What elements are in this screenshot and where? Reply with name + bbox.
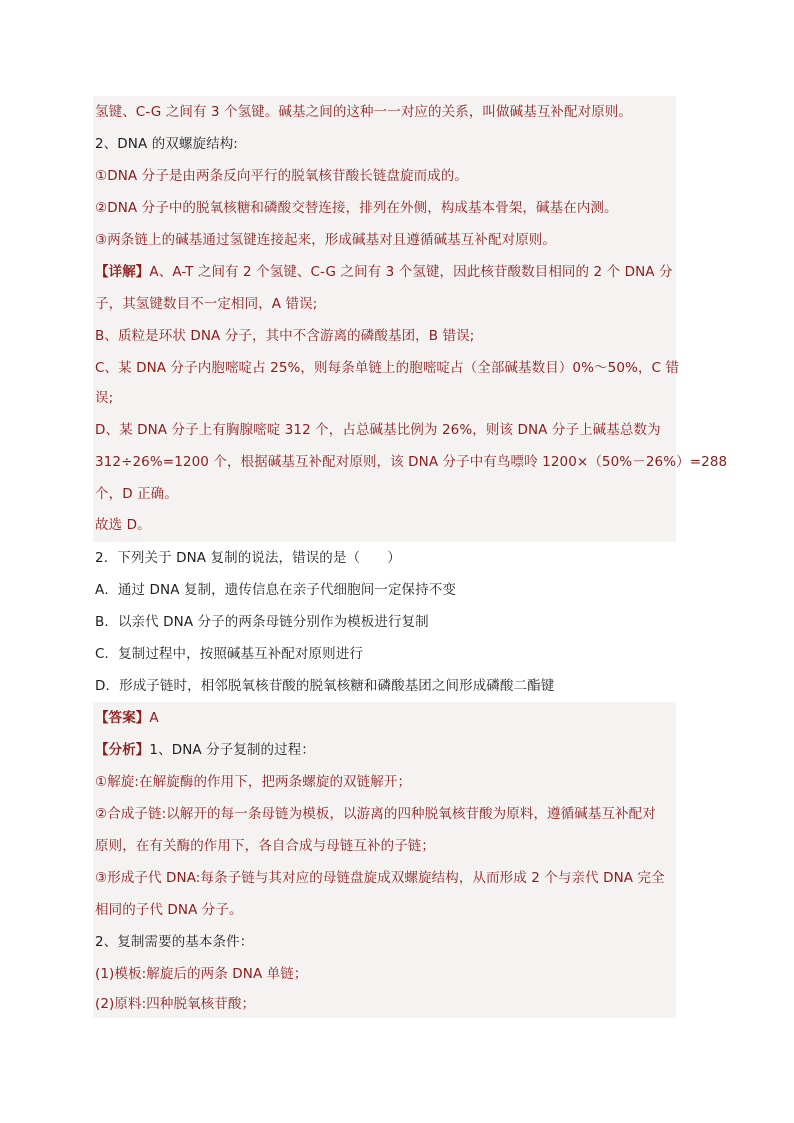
question-option-a: A．通过 DNA 复制，遗传信息在亲子代细胞间一定保持不变	[95, 582, 456, 598]
detail-line: 个，D 正确。	[95, 486, 178, 502]
analysis-text-line: (1)模板:解旋后的两条 DNA 单链；	[95, 966, 308, 982]
analysis-text-line: 2、复制需要的基本条件：	[95, 934, 254, 950]
analysis-label: 【分析】	[95, 742, 150, 758]
analysis-text-line: ②合成子链:以解开的每一条母链为模板，以游离的四种脱氧核苷酸为原料，遵循碱基互补配对	[95, 806, 656, 822]
text-line: ③两条链上的碱基通过氢键连接起来，形成碱基对且遵循碱基互补配对原则。	[95, 232, 557, 248]
analysis-line	[95, 734, 315, 766]
detail-label: 【详解】	[95, 264, 150, 280]
analysis-text-line: (2)原料:四种脱氧核苷酸；	[95, 996, 256, 1012]
text-line: ②DNA 分子中的脱氧核糖和磷酸交替连接，排列在外侧，构成基本骨架，碱基在内测。	[95, 200, 618, 216]
answer-line	[95, 702, 159, 734]
text-line: 氢键、C-G 之间有 3 个氢键。碱基之间的这种一一对应的关系，叫做碱基互补配对原则。	[95, 104, 633, 120]
detail-line: 子，其氢键数目不一定相同，A 错误;	[95, 296, 318, 312]
detail-line: 故选 D。	[95, 517, 151, 533]
detail-line: 误;	[95, 390, 114, 406]
text-line: ①DNA 分子是由两条反向平行的脱氧核苷酸长链盘旋而成的。	[95, 168, 469, 184]
text-line: 2、DNA 的双螺旋结构:	[95, 136, 238, 152]
detail-line: 312÷26%=1200 个，根据碱基互补配对原则，该 DNA 分子中有鸟嘌呤 1200×（50%－26%）=288	[95, 454, 728, 470]
analysis-first: 1、DNA 分子复制的过程：	[149, 742, 315, 758]
analysis-text-line: ③形成子代 DNA:每条子链与其对应的母链盘旋成双螺旋结构，从而形成 2 个与亲代 DNA 完全	[95, 870, 665, 886]
detail-line: C、某 DNA 分子内胞嘧啶占 25%，则每条单链上的胞嘧啶占（全部碱基数目）0%～50%，C 错	[95, 360, 680, 376]
detail-line: D、某 DNA 分子上有胸腺嘧啶 312 个，占总碱基比例为 26%，则该 DNA 分子上碱基总数为	[95, 422, 661, 438]
answer-value: A	[149, 710, 159, 726]
question-option-d: D．形成子链时，相邻脱氧核苷酸的脱氧核糖和磷酸基团之间形成磷酸二酯键	[95, 678, 555, 694]
analysis-text-line: ①解旋:在解旋酶的作用下，把两条螺旋的双链解开；	[95, 774, 412, 790]
question-option-b: B．以亲代 DNA 分子的两条母链分别作为模板进行复制	[95, 614, 429, 630]
detail-line: B、质粒是环状 DNA 分子，其中不含游离的磷酸基团，B 错误;	[95, 328, 475, 344]
question-option-c: C．复制过程中，按照碱基互补配对原则进行	[95, 646, 363, 662]
analysis-text-line: 相同的子代 DNA 分子。	[95, 902, 243, 918]
detail-line	[95, 256, 673, 288]
answer-label: 【答案】	[95, 710, 150, 726]
question-stem: 2．下列关于 DNA 复制的说法，错误的是（ ）	[95, 550, 401, 566]
detail-text: A、A-T 之间有 2 个氢键、C-G 之间有 3 个氢键，因此核苷酸数目相同的 2 个 DNA 分	[149, 264, 673, 280]
analysis-text-line: 原则，在有关酶的作用下，各自合成与母链互补的子链；	[95, 838, 435, 854]
